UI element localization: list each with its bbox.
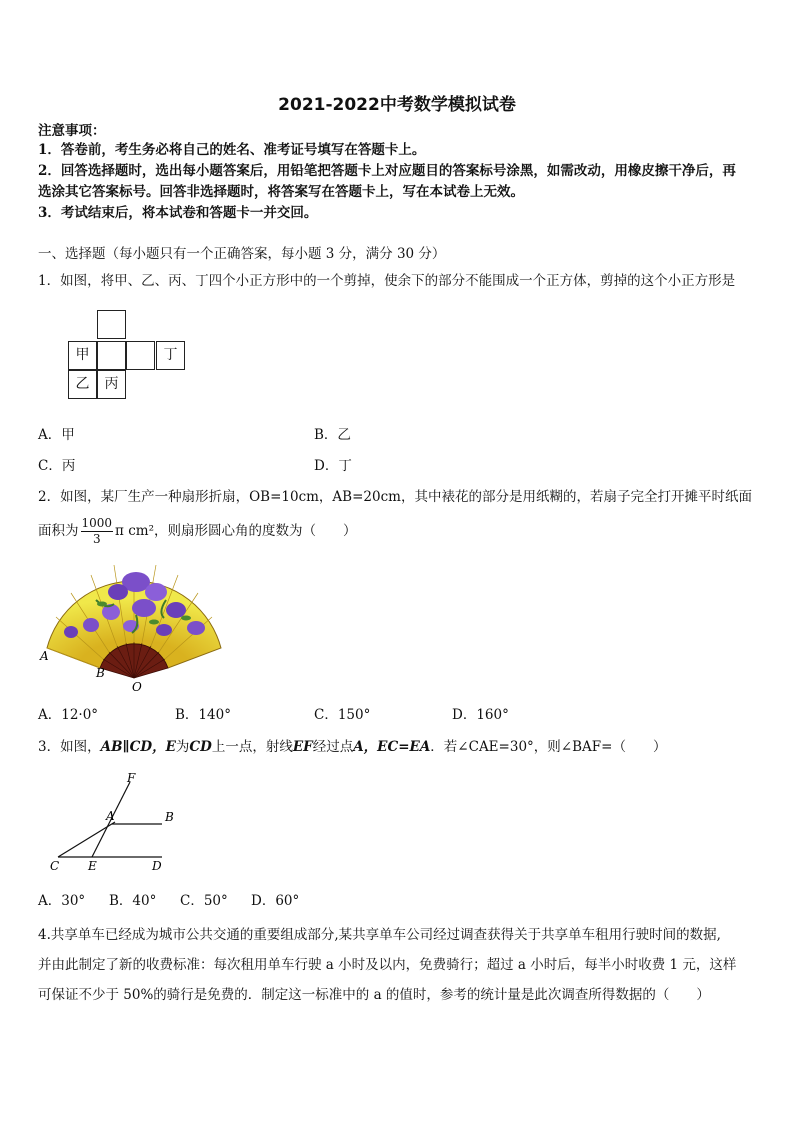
- q2-option-b[interactable]: B．140°: [175, 707, 231, 723]
- q3-geometry-figure: [40, 770, 190, 880]
- q1-cell-jia: 甲: [68, 341, 97, 370]
- q3-option-b[interactable]: B．40°: [109, 893, 157, 909]
- section-heading: 一、选择题（每小题只有一个正确答案，每小题 3 分，满分 30 分）: [38, 246, 446, 262]
- q3-stem-mid3: 经过点: [312, 739, 354, 755]
- q1-option-c[interactable]: C．丙: [38, 458, 76, 474]
- q1-stem: 1．如图，将甲、乙、丙、丁四个小正方形中的一个剪掉，使余下的部分不能围成一个正方体，剪掉的这个小正方形是: [38, 273, 736, 289]
- q2-option-d[interactable]: D．160°: [452, 707, 509, 723]
- q2-stem-line2: [38, 513, 356, 549]
- q3-option-d[interactable]: D．60°: [251, 893, 300, 909]
- q1-cell-top: [97, 310, 126, 339]
- notice-item-2-line1: 2．回答选择题时，选出每小题答案后，用铅笔把答题卡上对应题目的答案标号涂黑，如需改动，用橡皮擦干净后，再: [38, 163, 736, 179]
- q2-fraction-numerator: 1000: [81, 516, 113, 530]
- label-d: D: [152, 859, 162, 873]
- q1-cell-bing: 丙: [97, 370, 126, 399]
- label-a: A: [106, 809, 115, 823]
- q3-stem-math1: AB∥CD，E: [100, 739, 176, 755]
- q2-fraction: [81, 516, 114, 547]
- q2-option-c[interactable]: C．150°: [314, 707, 371, 723]
- q3-stem-mid2: 上一点，射线: [211, 739, 293, 755]
- q3-stem-math3: EF: [292, 739, 313, 755]
- fan-label-o: O: [132, 680, 142, 694]
- notice-item-2-line2: 选涂其它答案标号。回答非选择题时，将答案写在答题卡上，写在本试卷上无效。: [38, 184, 524, 200]
- notice-item-1: 1．答卷前，考生务必将自己的姓名、准考证号填写在答题卡上。: [38, 142, 426, 158]
- q1-cell-right: [126, 341, 155, 370]
- q3-option-a[interactable]: A．30°: [38, 893, 86, 909]
- q2-option-a[interactable]: A．12·0°: [38, 707, 99, 723]
- label-f: F: [127, 771, 136, 785]
- label-c: C: [50, 859, 60, 873]
- page-title: 2021-2022中考数学模拟试卷: [278, 95, 516, 115]
- fan-label-b: B: [96, 666, 105, 680]
- notice-heading: 注意事项：: [38, 123, 106, 139]
- q4-line2: 并由此制定了新的收费标准：每次租用单车行驶 a 小时及以内，免费骑行；超过 a 小时后，每半小时收费 1 元，这样: [38, 957, 737, 973]
- q1-cell-yi: 乙: [68, 370, 97, 399]
- q2-stem-post: π cm²，则扇形圆心角的度数为（ ）: [115, 523, 357, 539]
- q3-stem-post: ．若∠CAE=30°，则∠BAF=（ ）: [430, 739, 667, 755]
- q4-line1: 4.共享单车已经成为城市公共交通的重要组成部分,某共享单车公司经过调查获得关于共享单车租用行驶时间的数据,: [38, 927, 721, 943]
- q2-stem-line1: 2．如图，某厂生产一种扇形折扇，OB=10cm，AB=20cm，其中裱花的部分是用纸糊的，若扇子完全打开摊平时纸面: [38, 489, 752, 505]
- q3-option-c[interactable]: C．50°: [180, 893, 228, 909]
- label-e: E: [88, 859, 97, 873]
- fan-label-a: A: [40, 649, 49, 663]
- q2-fraction-denominator: 3: [92, 532, 101, 546]
- q2-stem-pre: 面积为: [38, 523, 79, 539]
- q3-stem-math2: CD: [189, 739, 212, 755]
- q3-stem-math4: A，EC=EA: [353, 739, 431, 755]
- q1-cell-middle: [97, 341, 126, 370]
- q4-line3: 可保证不少于 50%的骑行是免费的．制定这一标准中的 a 的值时，参考的统计量是此次调查所得数据的（ ）: [38, 987, 710, 1003]
- q1-option-d[interactable]: D．丁: [314, 458, 352, 474]
- label-b: B: [165, 810, 174, 824]
- notice-item-3: 3．考试结束后，将本试卷和答题卡一并交回。: [38, 205, 318, 221]
- q3-stem: [38, 737, 666, 757]
- q1-cell-ding: 丁: [156, 341, 185, 370]
- q1-option-a[interactable]: A．甲: [38, 427, 75, 443]
- q3-stem-mid1: 为: [175, 739, 190, 755]
- q1-option-b[interactable]: B．乙: [314, 427, 351, 443]
- q2-fan-figure: [36, 560, 236, 695]
- q3-stem-pre: 3．如图，: [38, 739, 101, 755]
